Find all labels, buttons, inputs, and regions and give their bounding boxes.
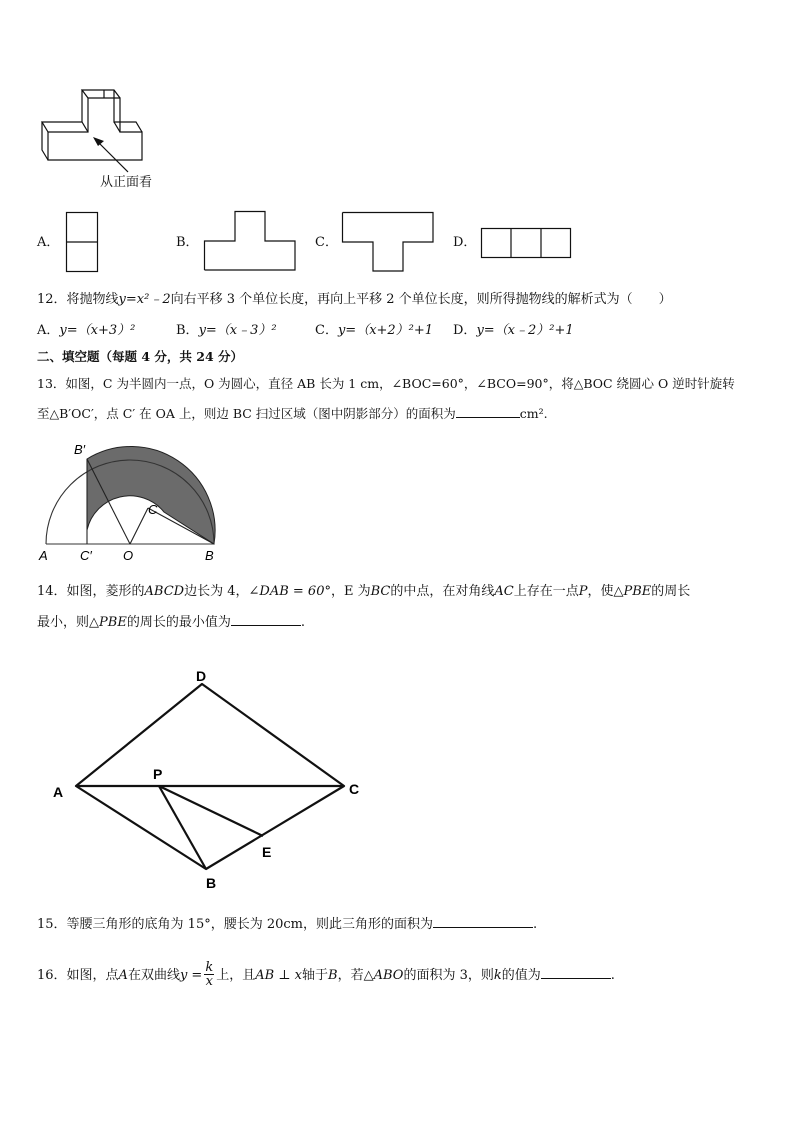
- label-a: A: [53, 784, 64, 800]
- label-a: A: [39, 548, 48, 563]
- label-p: P: [153, 766, 163, 782]
- answer-blank[interactable]: [456, 405, 520, 418]
- option-d-figure: [479, 226, 574, 260]
- label-e: E: [262, 844, 272, 860]
- q12-option-b: B．y=（x﹣3）²: [176, 323, 277, 338]
- q12-option-c: C．y=（x+2）²+1: [315, 323, 434, 338]
- label-c: C: [148, 502, 158, 517]
- label-c-prime: C′: [80, 548, 92, 563]
- q13-line2: 至△B′OC′，点 C′ 在 OA 上，则边 BC 扫过区域（图中阴影部分）的面积为 cm².: [37, 406, 548, 421]
- option-b-figure: [202, 209, 298, 273]
- fraction: $\frac{k}{x}$: [205, 960, 214, 989]
- option-c-figure: [340, 210, 436, 274]
- view-caption: 从正面看: [100, 175, 153, 190]
- q14-line1: 14．如图，菱形的ABCD边长为 4，∠DAB = 60°，E 为BC的中点，在对角线AC上存在一点P，使△PBE的周长: [37, 584, 691, 599]
- semicircle-figure: [36, 440, 226, 568]
- option-a-figure: [64, 210, 100, 274]
- q12-stem: 12．将抛物线y=x²﹣2向右平移 3 个单位长度，再向上平移 2 个单位长度，则所得抛物线的解析式为（ ）: [37, 292, 672, 307]
- label-b-prime: B′: [74, 442, 86, 457]
- q12-option-a: A．y=（x+3）²: [37, 323, 136, 338]
- view-arrow: [88, 132, 138, 177]
- label-b: B: [206, 875, 217, 891]
- q13-line1: 13．如图，C 为半圆内一点，O 为圆心，直径 AB 长为 1 cm，∠BOC=60°，∠BCO=90°，将△BOC 绕圆心 O 逆时针旋转: [37, 376, 735, 391]
- q12-option-d: D．y=（x﹣2）²+1: [453, 323, 574, 338]
- option-a-label: A．: [37, 235, 60, 250]
- label-d: D: [196, 668, 207, 684]
- answer-blank[interactable]: [541, 966, 611, 979]
- option-c-label: C．: [315, 235, 338, 250]
- q15-text: 15．等腰三角形的底角为 15°，腰长为 20cm，则此三角形的面积为 .: [37, 917, 538, 932]
- section-title: 二、填空题（每题 4 分，共 24 分）: [37, 349, 244, 364]
- q16-text: 16．如图，点A在双曲线y = $\frac{k}{x}$ 上，且AB ⊥ x轴于B，若△ABO的面积为 3，则k的值为 .: [37, 960, 615, 989]
- label-b: B: [205, 548, 214, 563]
- rhombus-figure: [44, 664, 374, 894]
- shaded-region: [87, 446, 215, 544]
- label-c: C: [349, 781, 360, 797]
- label-o: O: [123, 548, 134, 563]
- option-b-label: B．: [176, 235, 199, 250]
- answer-blank[interactable]: [433, 915, 533, 928]
- q14-line2: 最小，则△PBE的周长的最小值为 .: [37, 615, 305, 630]
- option-d-label: D．: [453, 235, 477, 250]
- answer-blank[interactable]: [231, 613, 301, 626]
